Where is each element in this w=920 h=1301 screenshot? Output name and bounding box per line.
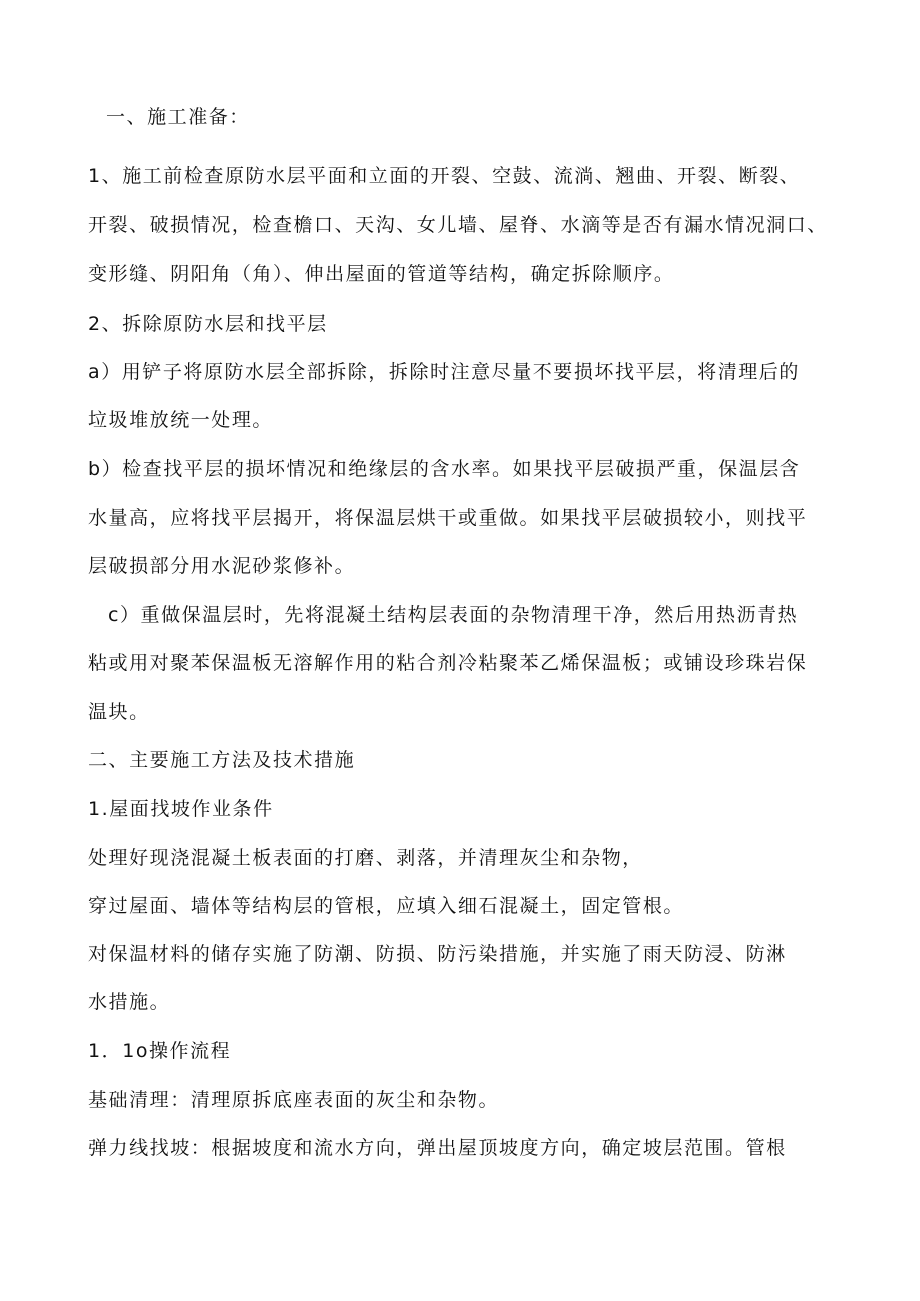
paragraph-line: 基础清理：清理原拆底座表面的灰尘和杂物。: [88, 1089, 500, 1111]
subheading-line: 1.屋面找坡作业条件: [88, 798, 274, 820]
paragraph-line: 对保温材料的储存实施了防潮、防损、防污染措施，并实施了雨天防浸、防淋: [88, 943, 787, 965]
paragraph-line: 水措施。: [88, 991, 171, 1013]
paragraph-line: 穿过屋面、墙体等结构层的管根，应填入细石混凝土，固定管根。: [88, 895, 684, 917]
paragraph-line: 开裂、破损情况，检查檐口、天沟、女儿墙、屋脊、水滴等是否有漏水情况洞口、: [88, 214, 828, 236]
paragraph-line: 温块。: [88, 701, 150, 723]
paragraph-line: 粘或用对聚苯保温板无溶解作用的粘合剂冷粘聚苯乙烯保温板；或铺设珍珠岩保: [88, 652, 808, 674]
paragraph-line: 水量高，应将找平层揭开，将保温层烘干或重做。如果找平层破损较小，则找平: [88, 507, 808, 529]
paragraph-line: 层破损部分用水泥砂浆修补。: [88, 555, 356, 577]
paragraph-line: a）用铲子将原防水层全部拆除，拆除时注意尽量不要损坏找平层，将清理后的: [88, 361, 800, 383]
paragraph-line: 垃圾堆放统一处理。: [88, 409, 273, 431]
paragraph-line: 处理好现浇混凝土板表面的打磨、剥落，并清理灰尘和杂物，: [88, 847, 643, 869]
paragraph-line: 弹力线找坡：根据坡度和流水方向，弹出屋顶坡度方向，确定坡层范围。管根: [88, 1137, 787, 1159]
subheading-line: 1．1o操作流程: [88, 1040, 232, 1062]
paragraph-line: c）重做保温层时，先将混凝土结构层表面的杂物清理干净，然后用热沥青热: [108, 604, 799, 626]
section-heading-methods: 二、主要施工方法及技术措施: [88, 749, 356, 771]
paragraph-line: 变形缝、阴阳角（角）、伸出屋面的管道等结构，确定拆除顺序。: [88, 263, 675, 285]
section-heading-preparation: 一、施工准备：: [106, 106, 250, 128]
paragraph-line: b）检查找平层的损坏情况和绝缘层的含水率。如果找平层破损严重，保温层含: [88, 458, 801, 480]
subheading-line: 2、拆除原防水层和找平层: [88, 313, 328, 335]
paragraph-line: 1、施工前检查原防水层平面和立面的开裂、空鼓、流淌、翘曲、开裂、断裂、: [88, 165, 801, 187]
